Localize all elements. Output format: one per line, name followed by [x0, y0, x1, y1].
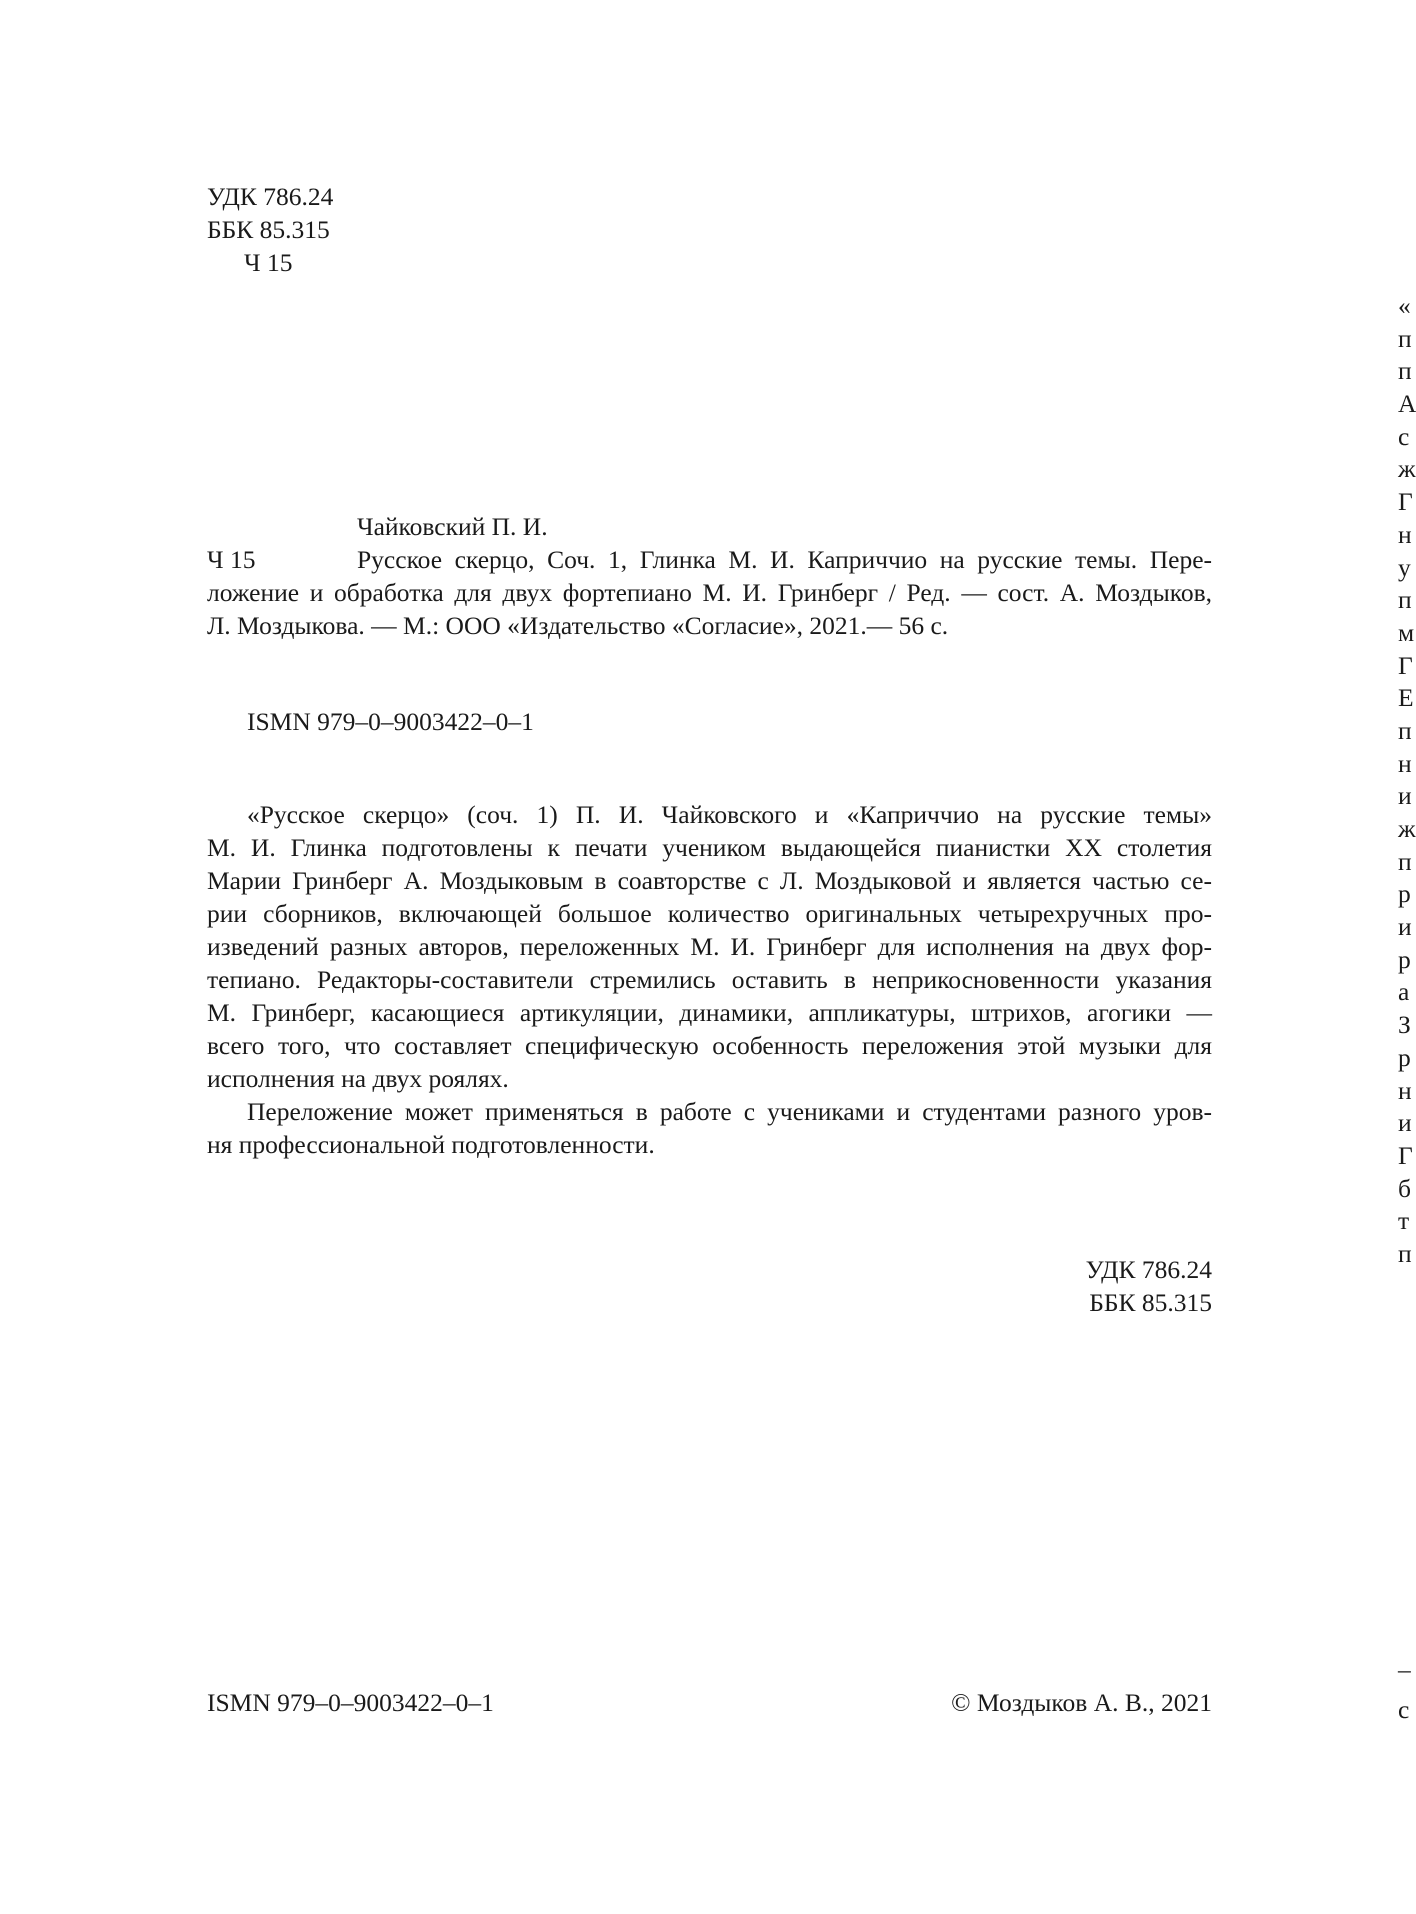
edge-letter: А — [1398, 389, 1416, 419]
annotation-line: изведений разных авторов, переложенных М. И. Гринберг для исполнения на двух фор- — [207, 932, 1212, 961]
edge-letter: ж — [1398, 814, 1416, 843]
edge-letter: н — [1398, 1075, 1412, 1105]
edge-letter: с — [1398, 421, 1410, 451]
edge-letter: З — [1398, 1010, 1411, 1040]
annotation-line: всего того, что составляет специфическую особенность переложения этой музыки для — [207, 1031, 1212, 1060]
facing-page-edge-bottom — [1398, 1650, 1412, 1730]
annotation-line: Переложение может применяться в работе с учениками и студентами разного уров- — [247, 1097, 1212, 1126]
footer-ismn: ISMN 979–0–9003422–0–1 — [207, 1688, 494, 1717]
bibliography-first-line — [207, 543, 1212, 576]
bbk-code: ББК 85.315 — [207, 215, 330, 244]
classification-codes-top — [207, 180, 333, 279]
edge-letter: Г — [1398, 487, 1413, 517]
bibliography-line-2: ложение и обработка для двух фортепиано М. И. Гринберг / Ред. — сост. А. Моздыков, — [207, 578, 1212, 607]
edge-letter: ж — [1398, 454, 1416, 484]
bibliography-record — [207, 543, 1212, 642]
edge-letter: б — [1398, 1173, 1411, 1203]
bibliography-line-1: Русское скерцо, Соч. 1, Глинка М. И. Каприччио на русские темы. Пере- — [357, 545, 1212, 574]
facing-page-edge — [1398, 290, 1416, 1271]
annotation-line: исполнения на двух роялях. — [207, 1064, 509, 1093]
annotation-line: рии сборников, включающей большое количество оригинальных четырехручных про- — [207, 899, 1212, 928]
annotation-line: М. Гринберг, касающиеся артикуляции, динамики, аппликатуры, штрихов, агогики — — [207, 998, 1212, 1027]
annotation-line: Марии Гринберг А. Моздыковым в соавторстве с Л. Моздыковой и является частью се- — [207, 866, 1212, 895]
edge-letter: п — [1398, 356, 1412, 386]
edge-letter: п — [1398, 585, 1412, 615]
bibliography-author: Чайковский П. И. — [357, 512, 548, 541]
edge-letter: а — [1398, 977, 1410, 1007]
bibliography-code: Ч 15 — [207, 545, 256, 574]
edge-letter: п — [1398, 846, 1412, 876]
edge-letter: и — [1398, 781, 1412, 811]
edge-letter: у — [1398, 552, 1411, 582]
edge-letter: п — [1398, 323, 1412, 353]
edge-letter: Е — [1398, 683, 1414, 713]
edge-letter: « — [1398, 291, 1411, 320]
edge-letter: п — [1398, 1238, 1412, 1268]
edge-letter: Г — [1398, 650, 1413, 680]
edge-letter: м — [1398, 617, 1415, 647]
edge-letter: т — [1398, 1206, 1410, 1236]
edge-letter: р — [1398, 944, 1411, 974]
edge-letter: и — [1398, 912, 1412, 942]
edge-letter: р — [1398, 1042, 1411, 1072]
edge-letter: н — [1398, 748, 1412, 778]
edge-letter: р — [1398, 879, 1411, 909]
bibliography-line-3: Л. Моздыкова. — М.: ООО «Издательство «Согласие», 2021.— 56 с. — [207, 611, 949, 640]
annotation-line: М. И. Глинка подготовлены к печати учеником выдающейся пианистки XX столетия — [207, 833, 1212, 862]
edge-letter: п — [1398, 715, 1412, 745]
edge-letter: – — [1398, 1655, 1411, 1684]
edge-letter: н — [1398, 519, 1412, 549]
footer-copyright: © Моздыков А. В., 2021 — [951, 1688, 1212, 1717]
annotation-line: тепиано. Редакторы-составители стремились оставить в неприкосновенности указания — [207, 965, 1212, 994]
edge-letter: с — [1398, 1695, 1410, 1724]
ismn-top: ISMN 979–0–9003422–0–1 — [247, 707, 534, 736]
udk-code-bottom: УДК 786.24 — [1085, 1255, 1212, 1284]
annotation-line: ня профессиональной подготовленности. — [207, 1130, 655, 1159]
edge-letter: и — [1398, 1108, 1412, 1138]
edge-letter: Г — [1398, 1140, 1413, 1170]
classification-codes-bottom — [1000, 1253, 1212, 1319]
author-sign: Ч 15 — [244, 248, 293, 277]
bbk-code-bottom: ББК 85.315 — [1089, 1288, 1212, 1317]
annotation — [207, 798, 1212, 1161]
udk-code: УДК 786.24 — [207, 182, 334, 211]
annotation-line: «Русское скерцо» (соч. 1) П. И. Чайковского и «Каприччио на русские темы» — [247, 800, 1212, 829]
